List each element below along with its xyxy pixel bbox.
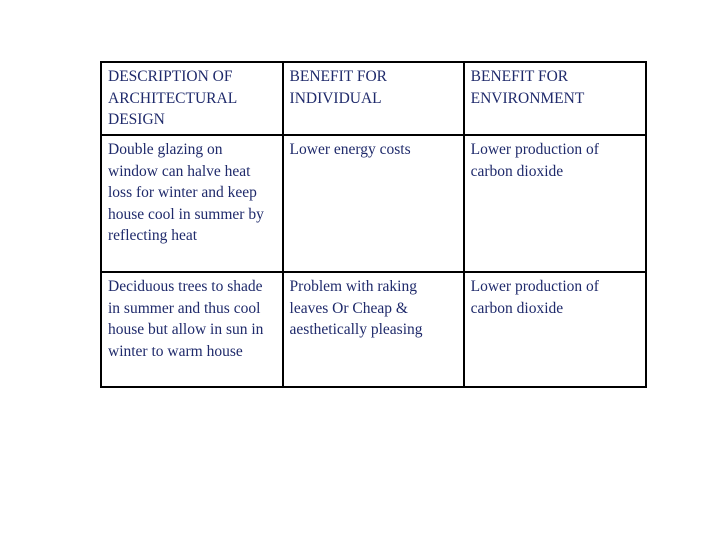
table-cell <box>101 135 283 272</box>
cell-text: Lower production of carbon dioxide <box>470 278 599 317</box>
header-cell-environment-benefit <box>464 62 646 135</box>
table-cell <box>464 272 646 387</box>
header-label: BENEFIT FOR INDIVIDUAL <box>289 68 387 107</box>
cell-text: Deciduous trees to shade in summer and thus cool house but allow in sun in winter to warm house <box>108 278 264 360</box>
benefits-table <box>100 61 647 388</box>
table-row <box>101 135 646 272</box>
table-cell <box>464 135 646 272</box>
header-label: DESCRIPTION OF ARCHITECTURAL DESIGN <box>108 68 237 128</box>
cell-text: Lower energy costs <box>289 141 411 158</box>
table-cell <box>283 135 464 272</box>
table-header-row <box>101 62 646 135</box>
table-row <box>101 272 646 387</box>
cell-text: Problem with raking leaves Or Cheap & aesthetically pleasing <box>289 278 423 338</box>
header-label: BENEFIT FOR ENVIRONMENT <box>470 68 585 107</box>
cell-text: Lower production of carbon dioxide <box>470 141 599 180</box>
table-cell <box>283 272 464 387</box>
cell-text: Double glazing on window can halve heat loss for winter and keep house cool in summer by reflecting heat <box>108 141 264 244</box>
header-cell-description <box>101 62 283 135</box>
table-cell <box>101 272 283 387</box>
header-cell-individual-benefit <box>283 62 464 135</box>
